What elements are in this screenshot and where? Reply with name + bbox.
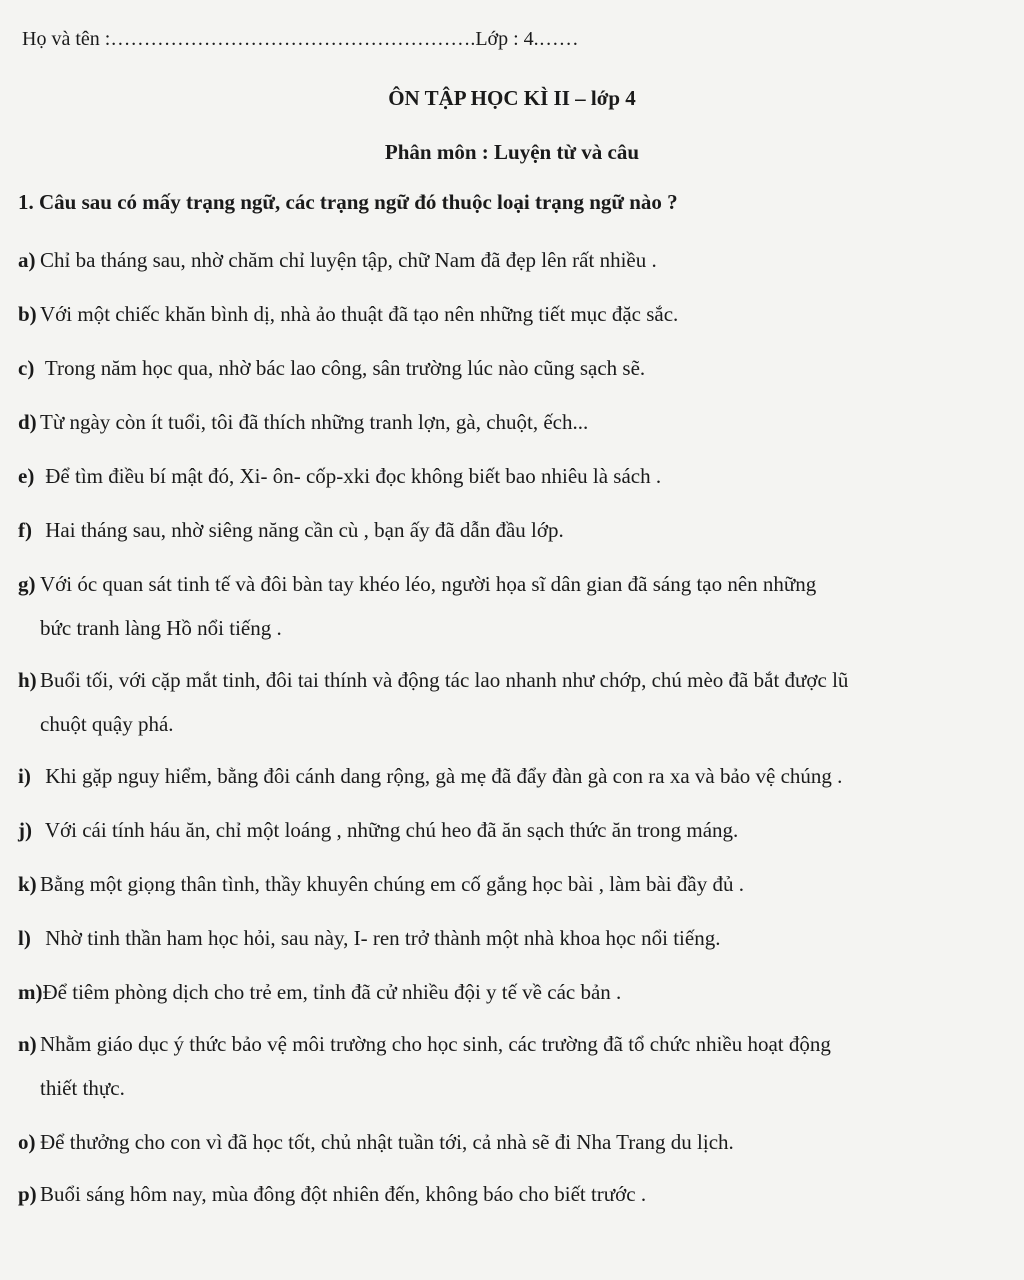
item-label: m): [18, 980, 43, 1004]
item-label: j): [18, 818, 32, 842]
sentence-item: [18, 754, 1008, 798]
worksheet-title: ÔN TẬP HỌC KÌ II – lớp 4: [388, 86, 636, 110]
sentence-item: [18, 346, 1008, 390]
sentence-item: [18, 658, 1008, 746]
item-text: Với óc quan sát tinh tế và đôi bàn tay khéo léo, người họa sĩ dân gian đã sáng tạo nên những: [40, 572, 817, 596]
class-label: Lớp : 4.: [475, 28, 539, 50]
name-blank: ……………………………………………….: [110, 28, 476, 50]
item-text: Với cái tính háu ăn, chỉ một loáng , những chú heo đã ăn sạch thức ăn trong máng.: [40, 818, 739, 842]
item-text: Bằng một giọng thân tình, thầy khuyên chúng em cố gắng học bài , làm bài đầy đủ .: [40, 872, 744, 896]
item-label: g): [18, 572, 36, 596]
sentence-item: [18, 862, 1008, 906]
item-text: Khi gặp nguy hiểm, bằng đôi cánh dang rộng, gà mẹ đã đẩy đàn gà con ra xa và bảo vệ chúng .: [40, 764, 843, 788]
sentence-item: [18, 508, 1008, 552]
item-label: k): [18, 872, 37, 896]
item-text: Để tiêm phòng dịch cho trẻ em, tỉnh đã cử nhiều đội y tế về các bản .: [42, 980, 622, 1004]
item-label: a): [18, 248, 36, 272]
item-label: o): [18, 1130, 36, 1154]
item-label: d): [18, 410, 37, 434]
item-label: b): [18, 302, 37, 326]
class-blank: ……: [538, 28, 579, 50]
item-label: f): [18, 518, 32, 542]
item-text: Từ ngày còn ít tuổi, tôi đã thích những tranh lợn, gà, chuột, ếch...: [40, 410, 589, 434]
item-label: i): [18, 764, 31, 788]
item-text-continued: bức tranh làng Hồ nổi tiếng .: [40, 616, 282, 640]
item-text-continued: thiết thực.: [40, 1076, 125, 1100]
item-label: l): [18, 926, 31, 950]
item-text: Buổi sáng hôm nay, mùa đông đột nhiên đến, không báo cho biết trước .: [40, 1182, 647, 1206]
item-label: p): [18, 1182, 37, 1206]
item-text: Trong năm học qua, nhờ bác lao công, sân trường lúc nào cũng sạch sẽ.: [40, 356, 646, 380]
sentence-item: [18, 562, 1008, 650]
item-label: n): [18, 1032, 37, 1056]
sentence-item: [18, 400, 1008, 444]
worksheet-subtitle: Phân môn : Luyện từ và câu: [384, 140, 640, 164]
question-1: 1. Câu sau có mấy trạng ngữ, các trạng ngữ đó thuộc loại trạng ngữ nào ?: [18, 190, 678, 214]
sentence-item: [18, 1022, 1008, 1110]
sentence-item: [18, 1120, 1008, 1164]
name-label: Họ và tên :: [22, 28, 111, 50]
item-text: Với một chiếc khăn bình dị, nhà ảo thuật đã tạo nên những tiết mục đặc sắc.: [40, 302, 679, 326]
item-text: Để tìm điều bí mật đó, Xi- ôn- cốp-xki đọc không biết bao nhiêu là sách .: [40, 464, 662, 488]
sentence-item: [18, 970, 1008, 1014]
sentence-item: [18, 1172, 1008, 1216]
item-label: e): [18, 464, 35, 488]
item-label: c): [18, 356, 35, 380]
sentence-item: [18, 292, 1008, 336]
sentence-item: [18, 916, 1008, 960]
item-text: Buổi tối, với cặp mắt tinh, đôi tai thính và động tác lao nhanh như chớp, chú mèo đã bắt được lũ: [40, 668, 849, 692]
item-text: Nhờ tinh thần ham học hỏi, sau này, I- ren trở thành một nhà khoa học nổi tiếng.: [40, 926, 721, 950]
item-text: Để thưởng cho con vì đã học tốt, chủ nhật tuần tới, cả nhà sẽ đi Nha Trang du lịch.: [40, 1130, 734, 1154]
sentence-item: [18, 808, 1008, 852]
item-text: Chỉ ba tháng sau, nhờ chăm chỉ luyện tập, chữ Nam đã đẹp lên rất nhiều .: [40, 248, 657, 272]
item-text-continued: chuột quậy phá.: [40, 712, 174, 736]
student-info-line: [22, 28, 579, 51]
item-text: Hai tháng sau, nhờ siêng năng cần cù , bạn ấy đã dẫn đầu lớp.: [40, 518, 564, 542]
sentence-item: [18, 454, 1008, 498]
item-text: Nhằm giáo dục ý thức bảo vệ môi trường cho học sinh, các trường đã tổ chức nhiều hoạt động: [40, 1032, 831, 1056]
sentence-item: [18, 238, 1008, 282]
item-label: h): [18, 668, 37, 692]
